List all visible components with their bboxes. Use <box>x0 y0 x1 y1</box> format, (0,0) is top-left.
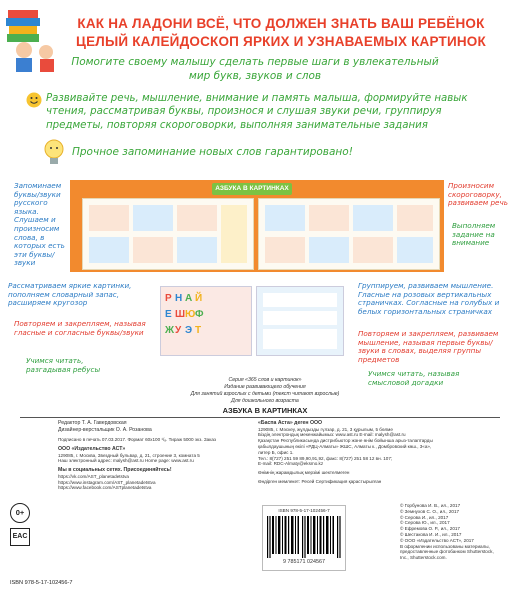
series-line-3: Для занятий взрослых с детьми (текст читают взрослые) <box>190 391 340 397</box>
lightbulb-mascot-icon <box>42 138 66 168</box>
intro-paragraph-1: Помогите своему малышу сделать первые шаги в увлекательный мир букв, звуков и слов <box>71 56 439 82</box>
divider <box>20 417 500 418</box>
copyright-line: © Ефремова О. Р., ил., 2017 <box>400 526 460 532</box>
copyright-line: © Серова И., ил., 2017 <box>400 514 449 520</box>
imprint-right-line: E-mail: RDC-Almaty@eksmo.kz <box>258 461 324 467</box>
svg-text:Е: Е <box>165 309 172 320</box>
barcode-isbn: ISBN 978-5-17-102456-7 <box>278 508 330 513</box>
age-badge-icon: 0+ <box>10 503 30 523</box>
note-left-4: Учимся читать, разгадывая ребусы <box>26 356 101 374</box>
svg-text:Ш: Ш <box>175 309 186 320</box>
series-line-1: Серия «365 слов и картинок» <box>228 377 302 383</box>
note-right-2: Выполняем задание на внимание <box>452 221 496 248</box>
copyright-line: В оформлении использованы материалы, <box>400 543 490 549</box>
svg-text:А: А <box>185 293 193 304</box>
copyright-line: © Серова Ю., ил., 2017 <box>400 520 450 526</box>
note-right-3: Группируем, развиваем мышление. Гласные на розовых вертикальных страничках. Согласные на голубых и белых горизонтальных страничках <box>358 281 500 316</box>
imprint-right-line: Тел.: 8(727) 251 59 89,90,91,92, факс: 8(727) 251 58 12 вн. 107; <box>258 455 393 461</box>
note-right-4: Повторяем и закрепляем, развиваем мышление, называя первые буквы/звуки в словах, выделяя группы предметов <box>358 329 499 364</box>
note-left-2: Рассматриваем яркие картинки, пополняем словарный запас, расширяем кругозор <box>8 281 132 308</box>
imprint-left-line: Подписано в печать 07.03.2017. Формат 60х100 ¹/₈. Тираж 5000 экз. Заказ <box>58 437 216 443</box>
svg-text:У: У <box>175 325 182 336</box>
page-card-rebus <box>256 286 344 356</box>
note-right-1: Произносим скороговорку, развиваем речь <box>448 181 508 208</box>
imprint-right-line: литер Б, офис 1. <box>258 449 294 455</box>
svg-text:Ж: Ж <box>165 325 175 336</box>
svg-text:Т: Т <box>195 325 202 336</box>
imprint-left-line: Редактор Т. А. Гавердовская <box>58 420 127 426</box>
imprint-left-line: 129085, г. Москва, Звездный бульвар, д. 21, строение 3, комната 5 <box>58 452 200 458</box>
imprint-right-line: Өндірген мемлекет: Ресей Сертификация қарастырылған <box>258 478 382 484</box>
imprint-right-line: Өнімнің жарамдылық мерзімі шектелмеген <box>258 470 350 476</box>
copyright-line: Inc., Shutterstock.com. <box>400 555 447 561</box>
smiley-icon <box>26 92 42 108</box>
imprint-right-line: Қазақстан Республикасында дистрибьютор және өнім бойынша арыз-талаптарды <box>258 438 433 444</box>
svg-text:Й: Й <box>195 293 203 304</box>
svg-text:Ю: Ю <box>185 309 196 320</box>
svg-text:Р: Р <box>165 293 172 304</box>
book-title: АЗБУКА В КАРТИНКАХ <box>222 406 308 415</box>
imprint-left-line: ООО «Издательство АСТ» <box>58 445 126 452</box>
spread-page-left <box>82 198 254 270</box>
imprint-left <box>58 420 254 491</box>
imprint-left-line: Мы в социальных сетях. Присоединяйтесь! <box>58 467 172 474</box>
imprint-left-line: https://www.instagram.com/AST_planetadetstva <box>58 479 156 485</box>
copyright-line: предоставленные фотобанком Shutterstock, <box>400 549 494 555</box>
imprint-left-line: https://www.facebook.com/ASTplanetadetstva <box>58 485 152 491</box>
imprint-left-line: Дизайнер-верстальщик О. А. Розанова <box>58 426 152 433</box>
barcode-digits: 9 785171 024567 <box>283 559 325 565</box>
series-line-4: Для дошкольного возраста <box>231 398 299 404</box>
imprint-right-line: «Баспа Аста» деген ООО <box>258 420 323 426</box>
series-line-2: Издание развивающего обучения <box>224 384 306 390</box>
eac-mark-icon: EAC <box>10 528 30 546</box>
intro-paragraph-3: Прочное запоминание новых слов гарантировано! <box>72 146 353 158</box>
imprint-right-line: Біздің электрондық мекенжайымыз: www.ast.ru E-mail: malysh@ast.ru <box>258 432 406 438</box>
copyright-line: © Горбунова И. В., ил., 2017 <box>400 503 461 508</box>
note-left-3: Повторяем и закрепляем, называя гласные и согласные буквы/звуки <box>14 319 146 337</box>
imprint-right-line: қабылдаушының өкілі «РДЦ-Алматы» ЖШС, Алматы к., Домбровский көш., 3«а», <box>258 443 432 449</box>
note-left-1: Запоминаем буквы/звуки русского языка. Слушаем и произносим слова, в которых есть эти буквы/звуки <box>14 181 65 268</box>
copyright-block <box>400 503 508 561</box>
isbn-text: ISBN 978-5-17-102456-7 <box>10 580 73 586</box>
copyright-line: © ООО «Издательство АСТ», 2017 <box>400 537 474 543</box>
copyright-line: © Шестакова И. И., ил., 2017 <box>400 531 462 537</box>
page-card-letters <box>160 286 252 356</box>
header-line-1: КАК НА ЛАДОНИ ВСЁ, ЧТО ДОЛЖЕН ЗНАТЬ ВАШ РЕБЁНОК <box>77 16 485 31</box>
copyright-line: © Земнухов С. О., ил., 2017 <box>400 508 460 514</box>
header-line-2: ЦЕЛЫЙ КАЛЕЙДОСКОП ЯРКИХ И УЗНАВАЕМЫХ КАРТИНОК <box>76 34 486 49</box>
barcode-icon <box>262 505 346 571</box>
svg-text:Э: Э <box>185 325 193 336</box>
imprint-left-line: https://vk.com/AST_planetadetstva <box>58 473 129 479</box>
svg-text:Н: Н <box>175 293 183 304</box>
imprint-left-line: Наш электронный адрес: malysh@ast.ru Home page: www.ast.ru <box>58 458 194 464</box>
imprint-right <box>258 420 494 485</box>
spread-page-right <box>258 198 440 270</box>
note-right-5: Учимся читать, называя смысловой догадки <box>368 369 460 387</box>
banner-title: АЗБУКА В КАРТИНКАХ <box>212 183 292 195</box>
children-books-illustration <box>2 4 58 76</box>
intro-paragraph-2: Развивайте речь, мышление, внимание и память малыша, формируйте навык чтения, рассматривая буквы, произнося и слушая звуки речи, группируя предметы, повторяя скороговорки, выполняя занимательные задания <box>46 93 468 131</box>
imprint-right-line: 129085, г. Мәскеу, жұлдызды гүлзар, д. 21, 3 құрылым, 5 бөлме <box>258 426 393 432</box>
svg-text:Ф: Ф <box>195 309 204 320</box>
